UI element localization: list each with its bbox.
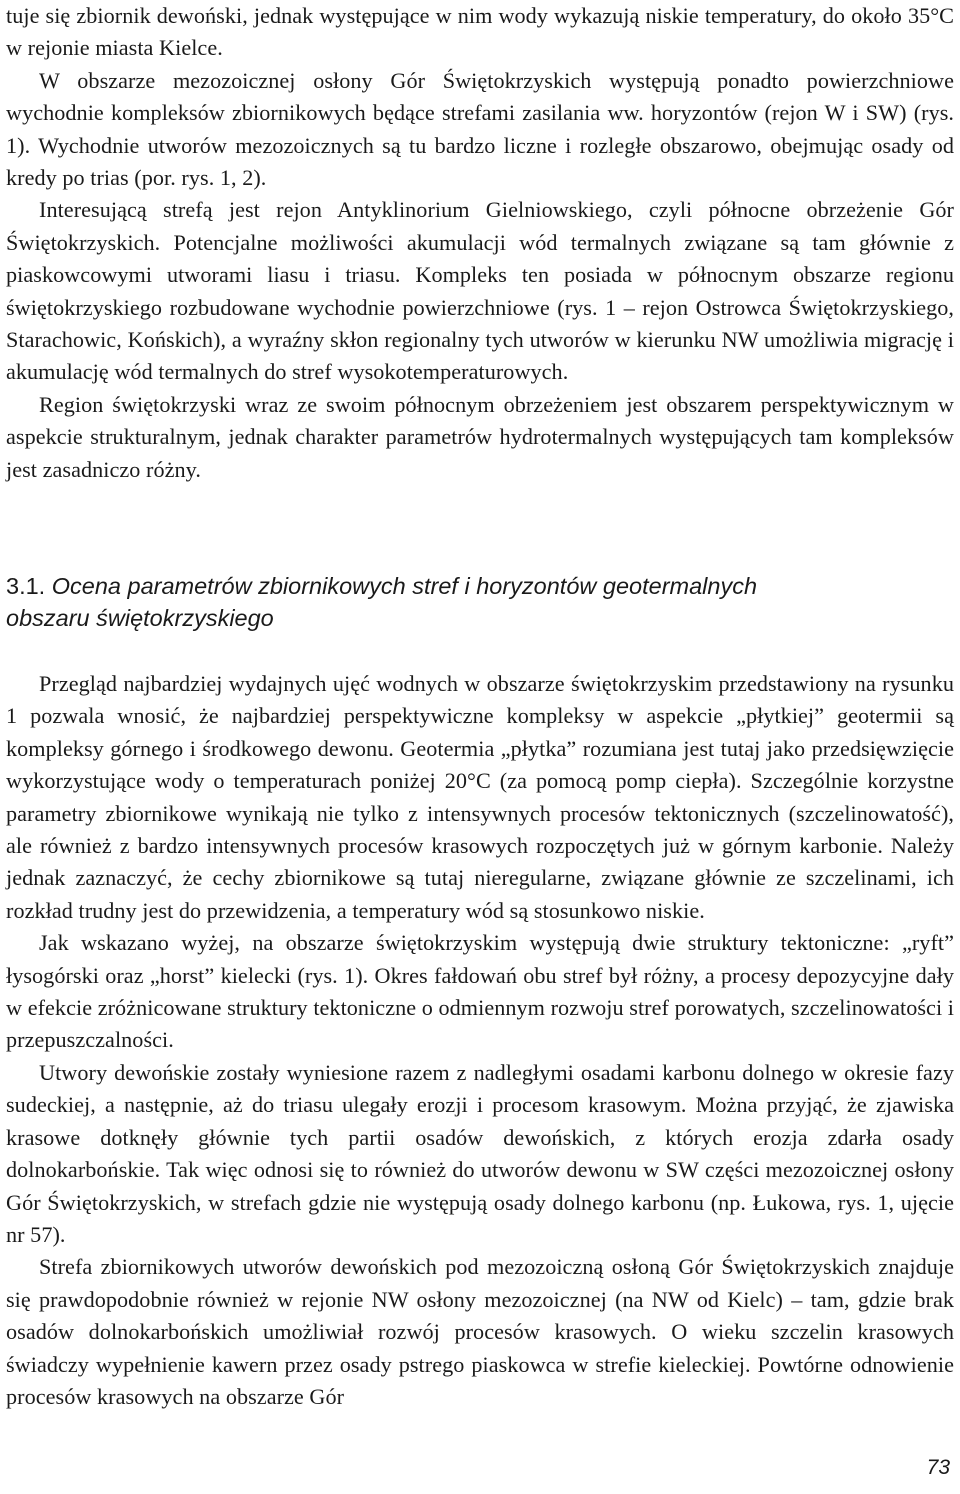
- paragraph: Strefa zbiornikowych utworów dewońskich pod mezozoiczną osłoną Gór Świętokrzyskich znajduje się prawdopodobnie również w rejonie NW osłony mezozoicznej (na NW od Kielc) – tam, gdzie brak osadów dolnokarbońskich umożliwiał rozwój procesów krasowych. O wieku szczelin krasowych świadczy wypełnienie kawern przez osady pstrego piaskowca w strefie kieleckiej. Powtórne odnowienie procesów krasowych na obszarze Gór: [6, 1254, 954, 1409]
- page-number: 73: [926, 1456, 950, 1479]
- paragraph: Interesującą strefą jest rejon Antyklinorium Gielniowskiego, czyli północne obrzeżenie Gór Świętokrzyskich. Potencjalne możliwości akumulacji wód termalnych związane są tam głównie z piaskowcowymi utworami liasu i triasu. Kompleks ten posiada w północnym obszarze regionu świętokrzyskiego rozbudowane wychodnie powierzchniowe (rys. 1 – rejon Ostrowca Świętokrzyskiego, Starachowic, Końskich), a wyraźny skłon regionalny tych utworów w kierunku NW umożliwia migrację i akumulację wód termalnych do stref wysokotemperaturowych.: [6, 197, 954, 385]
- body-top: [6, 0, 954, 486]
- body-bottom: [6, 668, 954, 1413]
- section-heading-line-1: [6, 570, 954, 602]
- paragraph: Przegląd najbardziej wydajnych ujęć wodnych w obszarze świętokrzyskim przedstawiony na rysunku 1 pozwala wnosić, że najbardziej perspektywiczne kompleksy w aspekcie „płytkiej” geotermii są kompleksy górnego i środkowego dewonu. Geotermia „płytka” rozumiana jest tutaj jako przedsięwzięcie wykorzystujące wody o temperaturach poniżej 20°C (za pomocą pomp ciepła). Szczególnie korzystne parametry zbiornikowe wynikają nie tylko z intensywnych procesów tektonicznych (szczelinowatość), ale również z bardzo intensywnych procesów krasowych rozpoczętych już w górnym karbonie. Należy jednak zaznaczyć, że cechy zbiornikowe są tutaj nieregularne, związane głównie ze szczelinami, ich rozkład trudny jest do przewidzenia, a temperatury wód są stosunkowo niskie.: [6, 671, 954, 923]
- paragraph: Jak wskazano wyżej, na obszarze świętokrzyskim występują dwie struktury tektoniczne: „ryft” łysogórski oraz „horst” kielecki (rys. 1). Okres fałdowań obu stref był różny, a procesy depozycyjne dały w efekcie zróżnicowane struktury tektoniczne o odmiennym rozwoju stref porowatych, szczelinowatości i przepuszczalności.: [6, 930, 954, 1053]
- paragraph: W obszarze mezozoicznej osłony Gór Świętokrzyskich występują ponadto powierzchniowe wychodnie kompleksów zbiornikowych będące strefami zasilania ww. horyzontów (rejon W i SW) (rys. 1). Wychodnie utworów mezozoicznych są tu bardzo liczne i rozległe obszarowo, obejmując osady od kredy po trias (por. rys. 1, 2).: [6, 67, 954, 191]
- paragraph-continuation: tuje się zbiornik dewoński, jednak występujące w nim wody wykazują niskie temperatury, do około 35°C w rejonie miasta Kielce.: [6, 3, 954, 61]
- section-title-line-1: Ocena parametrów zbiornikowych stref i horyzontów geotermalnych: [51, 573, 758, 599]
- section-number: 3.1.: [6, 573, 46, 599]
- paragraph: Utwory dewońskie zostały wyniesione razem z nadległymi osadami karbonu dolnego w okresie fazy sudeckiej, a następnie, aż do triasu ulegały erozji i procesom krasowym. Można przyjąć, że zjawiska krasowe dotknęły głównie tych partii osadów dewońskich, z których erozja zdarła osady dolnokarbońskie. Tak więc odnosi się to również do utworów dewonu w SW części mezozoicznej osłony Gór Świętokrzyskich, w strefach gdzie nie występują osady dolnego karbonu (np. Łukowa, rys. 1, ujęcie nr 57).: [6, 1059, 954, 1247]
- section-heading: [6, 570, 954, 634]
- paragraph: Region świętokrzyski wraz ze swoim północnym obrzeżeniem jest obszarem perspektywicznym w aspekcie strukturalnym, jednak charakter parametrów hydrotermalnych występujących tam kompleksów jest zasadniczo różny.: [6, 391, 954, 482]
- section-title-line-2: obszaru świętokrzyskiego: [6, 605, 274, 631]
